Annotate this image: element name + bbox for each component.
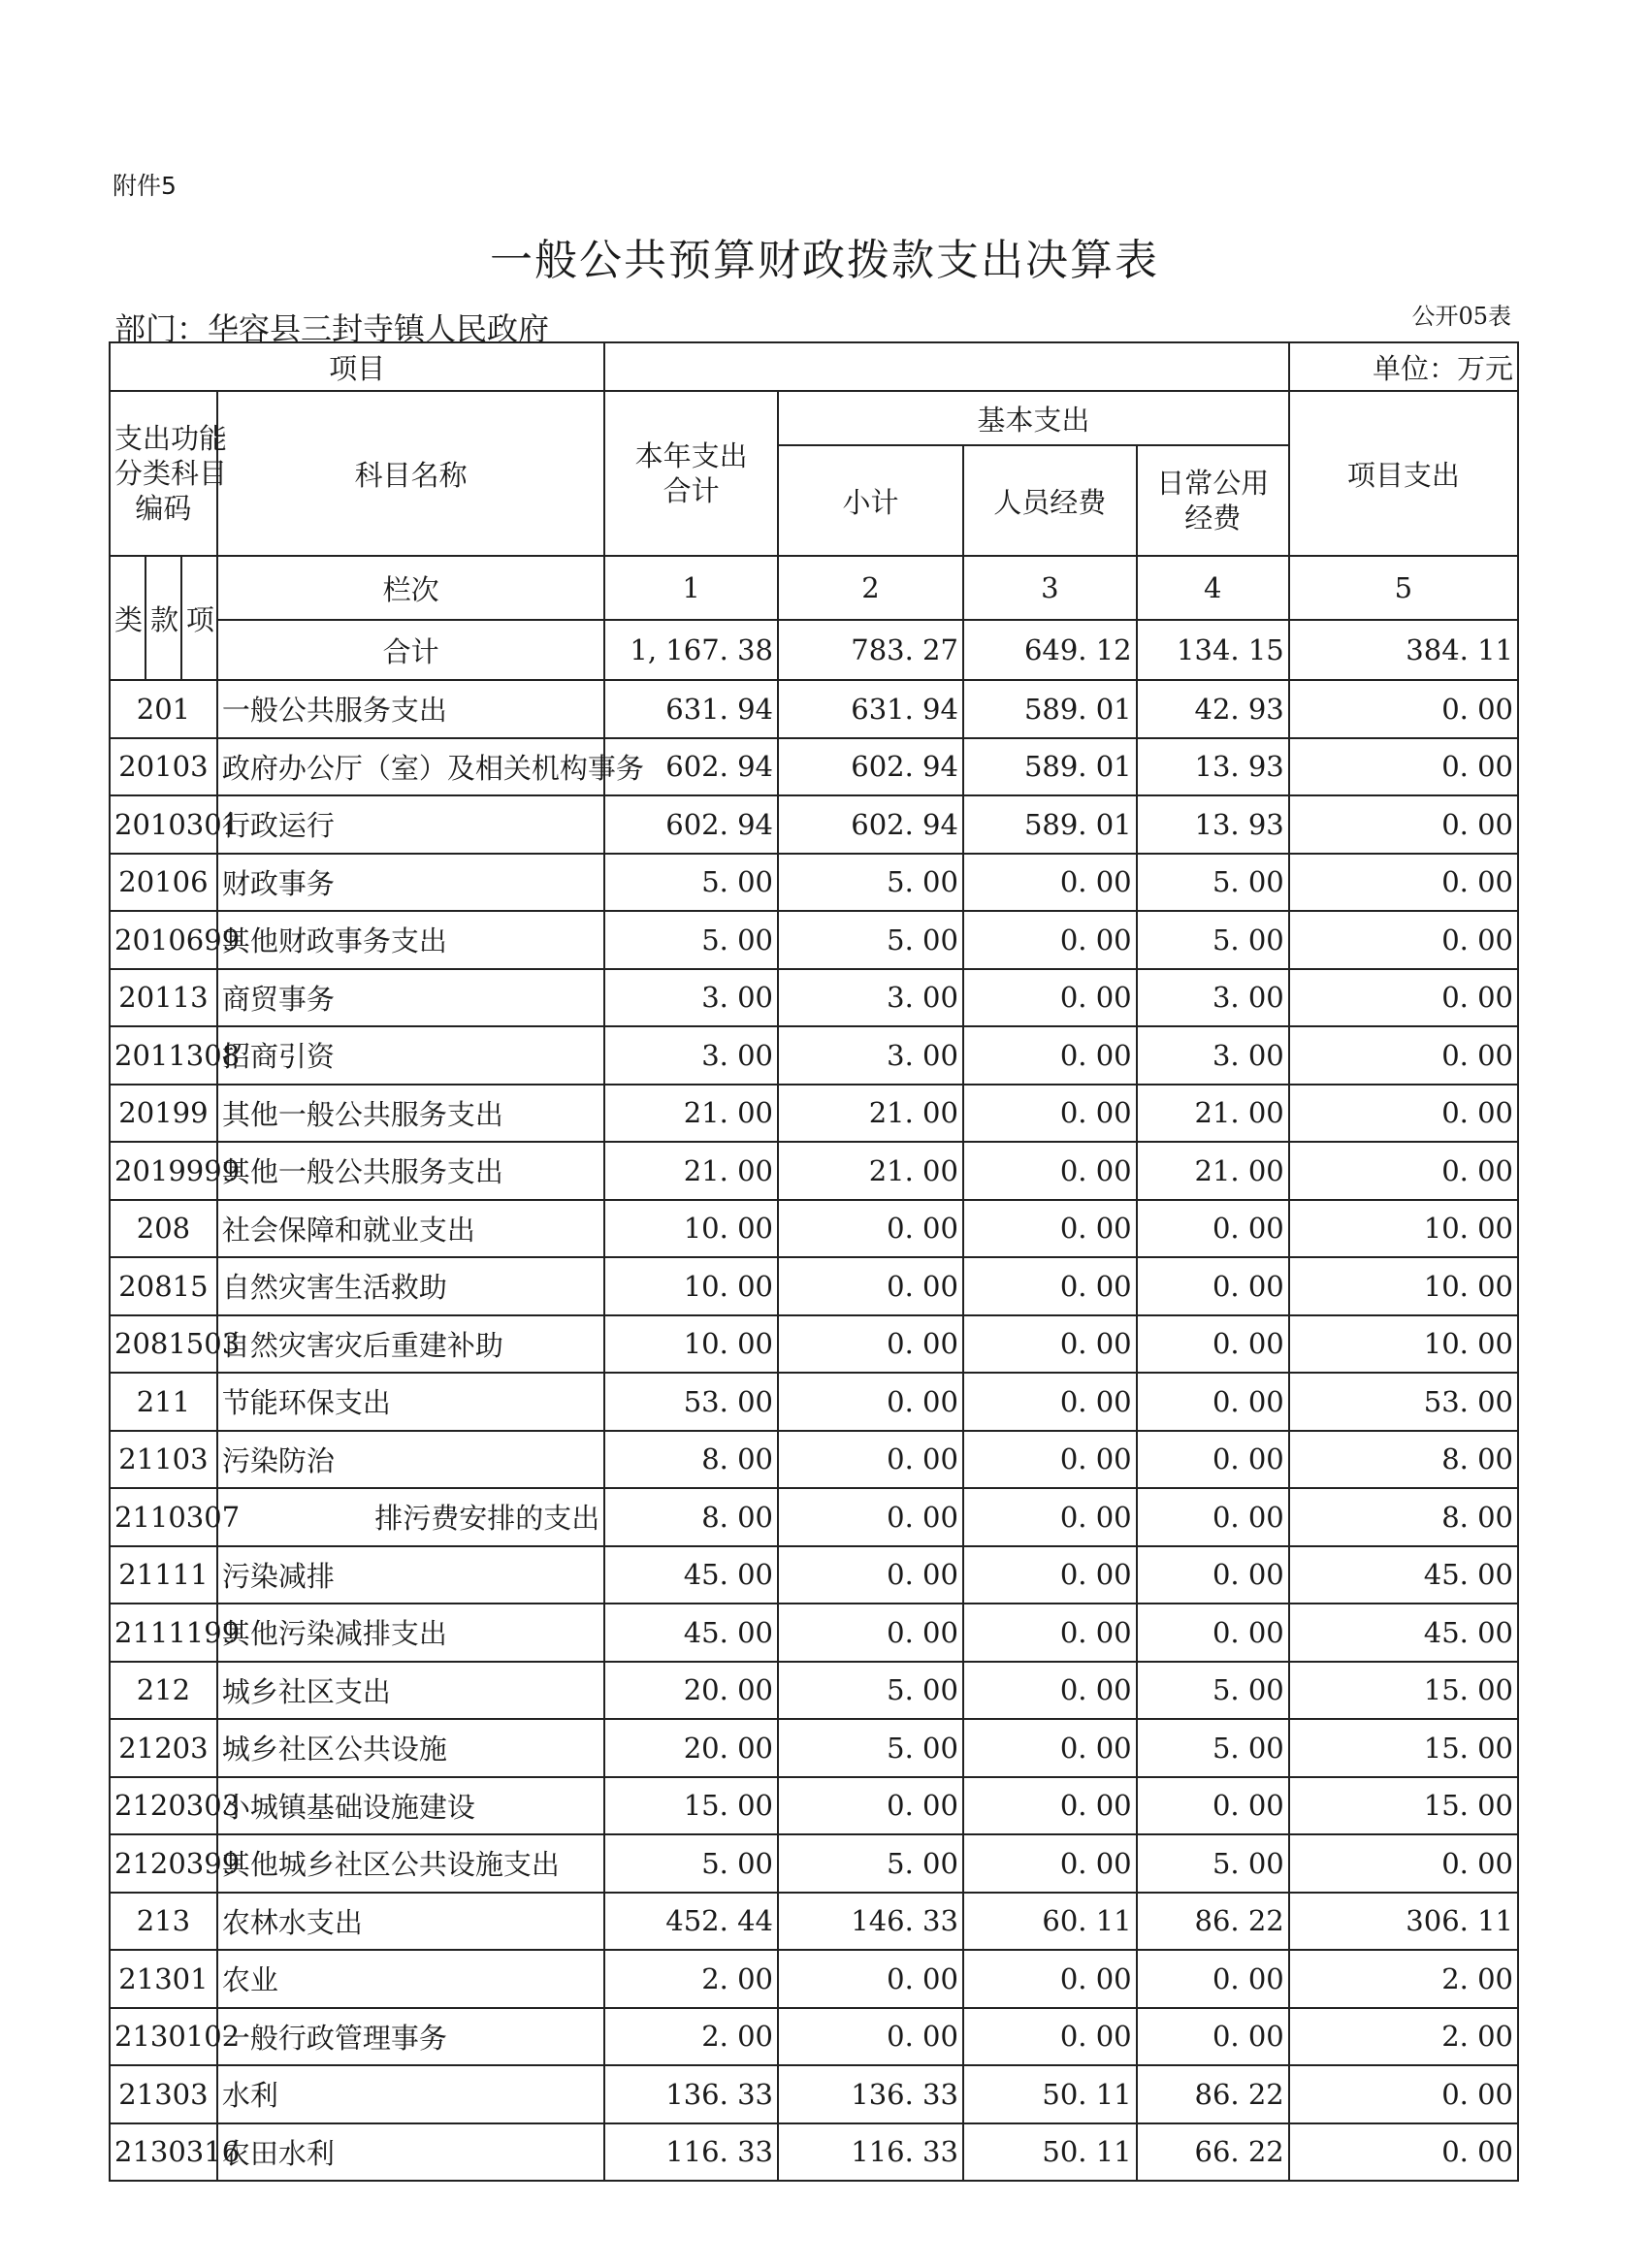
- row-public: 21. 00: [1137, 1085, 1289, 1143]
- row-code: 2130316: [110, 2123, 217, 2182]
- col-index-3: 3: [963, 556, 1137, 620]
- row-public: 0. 00: [1137, 1315, 1289, 1374]
- row-public: 0. 00: [1137, 1604, 1289, 1662]
- row-name: 自然灾害灾后重建补助: [217, 1315, 604, 1374]
- header-blank: [604, 342, 1288, 391]
- row-subtotal: 21. 00: [778, 1142, 963, 1200]
- attachment-label: 附件5: [113, 172, 177, 200]
- row-subtotal: 0. 00: [778, 1488, 963, 1546]
- row-total: 5. 00: [604, 854, 778, 912]
- row-project: 0. 00: [1289, 1834, 1518, 1893]
- table-body: [110, 680, 1518, 2181]
- table-row: [110, 1950, 1518, 2008]
- row-name: 自然灾害生活救助: [217, 1257, 604, 1315]
- row-public: 86. 22: [1137, 1893, 1289, 1951]
- header-public: [1137, 445, 1289, 556]
- unit-label: 单位：万元: [1289, 342, 1518, 391]
- row-total: 45. 00: [604, 1546, 778, 1604]
- row-subtotal: 0. 00: [778, 1604, 963, 1662]
- row-name: 农业: [217, 1950, 604, 2008]
- row-code: 2120303: [110, 1777, 217, 1835]
- row-project: 8. 00: [1289, 1431, 1518, 1489]
- row-code: 2130102: [110, 2008, 217, 2066]
- row-total: 116. 33: [604, 2123, 778, 2182]
- row-name: 城乡社区支出: [217, 1662, 604, 1720]
- row-subtotal: 0. 00: [778, 1257, 963, 1315]
- row-project: 306. 11: [1289, 1893, 1518, 1951]
- header-public-line1: 日常公用: [1156, 467, 1270, 500]
- table-row: [110, 1893, 1518, 1951]
- header-public-line2: 经费: [1184, 502, 1242, 535]
- row-project: 10. 00: [1289, 1200, 1518, 1258]
- header-project: 项目: [110, 342, 604, 391]
- row-personnel: 50. 11: [963, 2065, 1137, 2123]
- row-public: 21. 00: [1137, 1142, 1289, 1200]
- row-subtotal: 0. 00: [778, 1431, 963, 1489]
- row-personnel: 0. 00: [963, 1200, 1137, 1258]
- row-total: 3. 00: [604, 1026, 778, 1085]
- row-subtotal: 0. 00: [778, 1777, 963, 1835]
- row-public: 3. 00: [1137, 969, 1289, 1027]
- col-index-1: 1: [604, 556, 778, 620]
- row-name: 节能环保支出: [217, 1373, 604, 1431]
- row-personnel: 0. 00: [963, 1142, 1137, 1200]
- row-public: 13. 93: [1137, 795, 1289, 854]
- header-code-line2: 分类科目: [114, 457, 228, 490]
- row-name: 行政运行: [217, 795, 604, 854]
- row-total: 3. 00: [604, 969, 778, 1027]
- row-code: 20103: [110, 738, 217, 796]
- col-index-2: 2: [778, 556, 963, 620]
- row-public: 0. 00: [1137, 1431, 1289, 1489]
- row-total: 20. 00: [604, 1719, 778, 1777]
- row-name: 社会保障和就业支出: [217, 1200, 604, 1258]
- row-total: 8. 00: [604, 1431, 778, 1489]
- header-total: [604, 391, 778, 556]
- row-subtotal: 5. 00: [778, 911, 963, 969]
- row-name: 农林水支出: [217, 1893, 604, 1951]
- row-subtotal: 0. 00: [778, 1950, 963, 2008]
- row-code: 21203: [110, 1719, 217, 1777]
- row-code: 2019999: [110, 1142, 217, 1200]
- table-row: [110, 738, 1518, 796]
- row-public: 0. 00: [1137, 1777, 1289, 1835]
- header-code: [110, 391, 228, 556]
- header-subject-name: 科目名称: [217, 391, 604, 556]
- row-total: 10. 00: [604, 1315, 778, 1374]
- row-total: 15. 00: [604, 1777, 778, 1835]
- row-project: 0. 00: [1289, 795, 1518, 854]
- row-name: 其他财政事务支出: [217, 911, 604, 969]
- row-personnel: 0. 00: [963, 1488, 1137, 1546]
- row-total: 2. 00: [604, 1950, 778, 2008]
- row-total: 8. 00: [604, 1488, 778, 1546]
- row-project: 0. 00: [1289, 969, 1518, 1027]
- row-name: 水利: [217, 2065, 604, 2123]
- row-subtotal: 0. 00: [778, 1315, 963, 1374]
- row-total: 53. 00: [604, 1373, 778, 1431]
- row-personnel: 0. 00: [963, 1431, 1137, 1489]
- row-subtotal: 631. 94: [778, 680, 963, 738]
- row-name: 财政事务: [217, 854, 604, 912]
- table-header: [110, 342, 1518, 680]
- row-personnel: 0. 00: [963, 1315, 1137, 1374]
- row-public: 0. 00: [1137, 1546, 1289, 1604]
- row-subtotal: 3. 00: [778, 969, 963, 1027]
- header-basic: 基本支出: [778, 391, 1289, 445]
- header-code-line3: 编码: [135, 492, 192, 525]
- row-public: 0. 00: [1137, 1257, 1289, 1315]
- row-subtotal: 0. 00: [778, 1546, 963, 1604]
- header-xiang: 项: [181, 556, 217, 680]
- table-row: [110, 1719, 1518, 1777]
- row-public: 13. 93: [1137, 738, 1289, 796]
- row-total: 5. 00: [604, 911, 778, 969]
- row-public: 5. 00: [1137, 1719, 1289, 1777]
- row-public: 5. 00: [1137, 1834, 1289, 1893]
- table-row: [110, 1604, 1518, 1662]
- row-total: 10. 00: [604, 1257, 778, 1315]
- table-row: [110, 1777, 1518, 1835]
- row-public: 5. 00: [1137, 1662, 1289, 1720]
- row-subtotal: 5. 00: [778, 1662, 963, 1720]
- table-row: [110, 1257, 1518, 1315]
- row-project: 10. 00: [1289, 1315, 1518, 1374]
- row-project: 0. 00: [1289, 2123, 1518, 2182]
- row-name: 商贸事务: [217, 969, 604, 1027]
- row-code: 208: [110, 1200, 217, 1258]
- header-total-line1: 本年支出: [634, 439, 748, 472]
- row-name: 污染减排: [217, 1546, 604, 1604]
- row-total: 602. 94: [604, 795, 778, 854]
- row-personnel: 0. 00: [963, 854, 1137, 912]
- row-personnel: 0. 00: [963, 2008, 1137, 2066]
- row-personnel: 0. 00: [963, 1662, 1137, 1720]
- table-row: [110, 1026, 1518, 1085]
- header-lanci: 栏次: [217, 556, 604, 620]
- row-personnel: 60. 11: [963, 1893, 1137, 1951]
- row-code: 21111: [110, 1546, 217, 1604]
- row-name: 政府办公厅（室）及相关机构事务: [217, 738, 604, 796]
- row-total: 136. 33: [604, 2065, 778, 2123]
- row-public: 5. 00: [1137, 854, 1289, 912]
- row-code: 21103: [110, 1431, 217, 1489]
- row-project: 2. 00: [1289, 1950, 1518, 2008]
- row-code: 2011308: [110, 1026, 217, 1085]
- row-project: 45. 00: [1289, 1604, 1518, 1662]
- table-row: [110, 2065, 1518, 2123]
- row-public: 0. 00: [1137, 2008, 1289, 2066]
- row-subtotal: 602. 94: [778, 795, 963, 854]
- row-name: 其他一般公共服务支出: [217, 1085, 604, 1143]
- row-code: 201: [110, 680, 217, 738]
- row-total: 602. 94: [604, 738, 778, 796]
- row-personnel: 0. 00: [963, 1373, 1137, 1431]
- row-code: 20106: [110, 854, 217, 912]
- row-code: 2010699: [110, 911, 217, 969]
- row-code: 20815: [110, 1257, 217, 1315]
- row-project: 0. 00: [1289, 1142, 1518, 1200]
- row-subtotal: 0. 00: [778, 1200, 963, 1258]
- row-total: 20. 00: [604, 1662, 778, 1720]
- row-public: 42. 93: [1137, 680, 1289, 738]
- row-public: 5. 00: [1137, 911, 1289, 969]
- row-public: 0. 00: [1137, 1950, 1289, 2008]
- total-row-subtotal: 783. 27: [778, 620, 963, 680]
- row-personnel: 50. 11: [963, 2123, 1137, 2182]
- row-total: 45. 00: [604, 1604, 778, 1662]
- expenditure-table: [109, 341, 1519, 2182]
- header-code-line1: 支出功能: [114, 422, 228, 455]
- row-project: 0. 00: [1289, 680, 1518, 738]
- row-personnel: 589. 01: [963, 795, 1137, 854]
- row-project: 0. 00: [1289, 1085, 1518, 1143]
- row-public: 66. 22: [1137, 2123, 1289, 2182]
- row-code: 212: [110, 1662, 217, 1720]
- table-row: [110, 1488, 1518, 1546]
- row-subtotal: 5. 00: [778, 1719, 963, 1777]
- row-public: 86. 22: [1137, 2065, 1289, 2123]
- row-name: 其他城乡社区公共设施支出: [217, 1834, 604, 1893]
- row-total: 631. 94: [604, 680, 778, 738]
- table-row: [110, 911, 1518, 969]
- table-row: [110, 680, 1518, 738]
- row-project: 15. 00: [1289, 1662, 1518, 1720]
- row-code: 2081503: [110, 1315, 217, 1374]
- total-row-total: 1, 167. 38: [604, 620, 778, 680]
- row-name: 其他一般公共服务支出: [217, 1142, 604, 1200]
- table-row: [110, 1373, 1518, 1431]
- row-subtotal: 602. 94: [778, 738, 963, 796]
- row-subtotal: 5. 00: [778, 854, 963, 912]
- row-name: 污染防治: [217, 1431, 604, 1489]
- row-personnel: 0. 00: [963, 1085, 1137, 1143]
- header-subtotal: 小计: [778, 445, 963, 556]
- row-project: 0. 00: [1289, 1026, 1518, 1085]
- header-lei: 类: [110, 556, 146, 680]
- row-project: 0. 00: [1289, 911, 1518, 969]
- row-project: 10. 00: [1289, 1257, 1518, 1315]
- header-kuan: 款: [146, 556, 181, 680]
- row-subtotal: 0. 00: [778, 1373, 963, 1431]
- row-name: 排污费安排的支出: [217, 1488, 604, 1546]
- header-total-line2: 合计: [663, 474, 720, 507]
- row-total: 21. 00: [604, 1142, 778, 1200]
- row-project: 45. 00: [1289, 1546, 1518, 1604]
- row-project: 53. 00: [1289, 1373, 1518, 1431]
- row-name: 一般公共服务支出: [217, 680, 604, 738]
- header-project-exp: 项目支出: [1289, 391, 1518, 556]
- row-code: 20199: [110, 1085, 217, 1143]
- total-row-label: 合计: [217, 620, 604, 680]
- row-personnel: 0. 00: [963, 1777, 1137, 1835]
- row-code: 211: [110, 1373, 217, 1431]
- row-total: 5. 00: [604, 1834, 778, 1893]
- row-total: 452. 44: [604, 1893, 778, 1951]
- table-row: [110, 1834, 1518, 1893]
- row-name: 招商引资: [217, 1026, 604, 1085]
- row-code: 21303: [110, 2065, 217, 2123]
- row-personnel: 0. 00: [963, 1719, 1137, 1777]
- row-project: 15. 00: [1289, 1777, 1518, 1835]
- row-personnel: 0. 00: [963, 1834, 1137, 1893]
- row-subtotal: 5. 00: [778, 1834, 963, 1893]
- header-personnel: 人员经费: [963, 445, 1137, 556]
- row-name: 小城镇基础设施建设: [217, 1777, 604, 1835]
- table-row: [110, 1315, 1518, 1374]
- row-name: 农田水利: [217, 2123, 604, 2182]
- row-code: 2120399: [110, 1834, 217, 1893]
- row-total: 21. 00: [604, 1085, 778, 1143]
- department-label: 部门：华容县三封寺镇人民政府: [114, 310, 550, 347]
- total-row-personnel: 649. 12: [963, 620, 1137, 680]
- page-title: 一般公共预算财政拨款支出决算表: [490, 236, 1159, 285]
- row-code: 213: [110, 1893, 217, 1951]
- row-personnel: 0. 00: [963, 911, 1137, 969]
- row-code: 2111199: [110, 1604, 217, 1662]
- row-total: 2. 00: [604, 2008, 778, 2066]
- row-code: 21301: [110, 1950, 217, 2008]
- row-personnel: 0. 00: [963, 969, 1137, 1027]
- row-name: 其他污染减排支出: [217, 1604, 604, 1662]
- row-code: 2010301: [110, 795, 217, 854]
- table-row: [110, 2123, 1518, 2182]
- form-number: 公开05表: [1411, 303, 1511, 330]
- table-row: [110, 1200, 1518, 1258]
- row-code: 20113: [110, 969, 217, 1027]
- row-project: 2. 00: [1289, 2008, 1518, 2066]
- col-index-4: 4: [1137, 556, 1289, 620]
- row-subtotal: 21. 00: [778, 1085, 963, 1143]
- total-row-public: 134. 15: [1137, 620, 1289, 680]
- row-project: 0. 00: [1289, 738, 1518, 796]
- row-personnel: 0. 00: [963, 1026, 1137, 1085]
- row-personnel: 0. 00: [963, 1950, 1137, 2008]
- row-personnel: 589. 01: [963, 680, 1137, 738]
- row-name: 城乡社区公共设施: [217, 1719, 604, 1777]
- row-total: 10. 00: [604, 1200, 778, 1258]
- row-project: 8. 00: [1289, 1488, 1518, 1546]
- row-personnel: 0. 00: [963, 1604, 1137, 1662]
- table-row: [110, 854, 1518, 912]
- table-row: [110, 969, 1518, 1027]
- row-personnel: 0. 00: [963, 1257, 1137, 1315]
- row-project: 0. 00: [1289, 854, 1518, 912]
- row-public: 0. 00: [1137, 1488, 1289, 1546]
- row-subtotal: 116. 33: [778, 2123, 963, 2182]
- table-row: [110, 1142, 1518, 1200]
- row-subtotal: 3. 00: [778, 1026, 963, 1085]
- row-name: 一般行政管理事务: [217, 2008, 604, 2066]
- row-public: 3. 00: [1137, 1026, 1289, 1085]
- row-personnel: 589. 01: [963, 738, 1137, 796]
- table-row: [110, 1431, 1518, 1489]
- table-row: [110, 2008, 1518, 2066]
- row-code: 2110307: [110, 1488, 217, 1546]
- row-project: 15. 00: [1289, 1719, 1518, 1777]
- row-subtotal: 146. 33: [778, 1893, 963, 1951]
- row-public: 0. 00: [1137, 1373, 1289, 1431]
- table-row: [110, 1085, 1518, 1143]
- table-row: [110, 1546, 1518, 1604]
- row-personnel: 0. 00: [963, 1546, 1137, 1604]
- table-row: [110, 1662, 1518, 1720]
- total-row-project: 384. 11: [1289, 620, 1518, 680]
- row-subtotal: 0. 00: [778, 2008, 963, 2066]
- row-project: 0. 00: [1289, 2065, 1518, 2123]
- row-public: 0. 00: [1137, 1200, 1289, 1258]
- col-index-5: 5: [1289, 556, 1518, 620]
- table-row: [110, 795, 1518, 854]
- row-subtotal: 136. 33: [778, 2065, 963, 2123]
